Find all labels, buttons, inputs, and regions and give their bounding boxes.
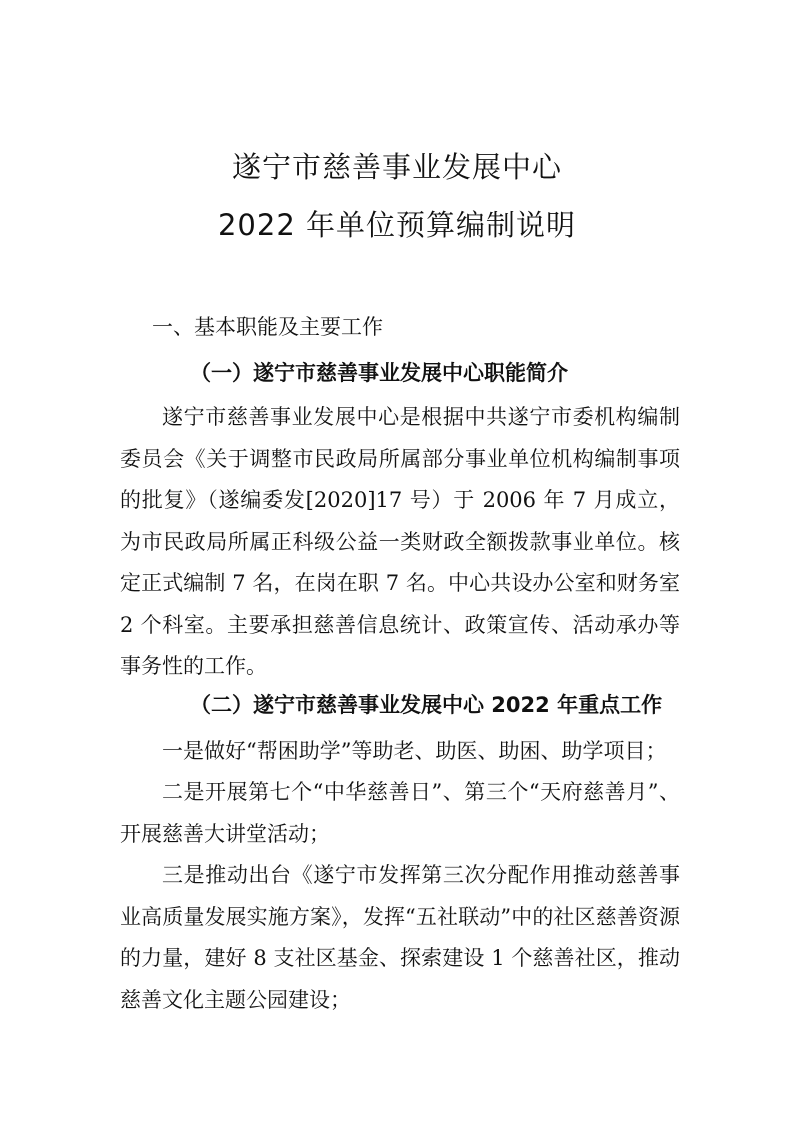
subsection1-paragraph: 遂宁市慈善事业发展中心是根据中共遂宁市委机构编制委员会《关于调整市民政局所属部分事业单位机构编制事项的批复》（遂编委发[2020]17 号）于 2006 年 7 月成立，为市民政局所属正科级公益一类财政全额拨款事业单位。核定正式编制 7 名，在岗在职 7 名。中心共设办公室和财务室 2 个科室。主要承担慈善信息统计、政策宣传、活动承办等事务性的工作。: [120, 405, 680, 678]
section1-heading: 一、基本职能及主要工作: [152, 315, 383, 339]
subsection1-heading: （一）遂宁市慈善事业发展中心职能简介: [190, 361, 568, 385]
work-item-2: 二是开展第七个“中华慈善日”、第三个“天府慈善月”、开展慈善大讲堂活动；: [120, 780, 680, 846]
subsection2-heading: （二）遂宁市慈善事业发展中心 2022 年重点工作: [190, 693, 663, 717]
document-title-line1: 遂宁市慈善事业发展中心: [231, 150, 562, 184]
work-item-3: 三是推动出台《遂宁市发挥第三次分配作用推动慈善事业高质量发展实施方案》，发挥“五社联动”中的社区慈善资源的力量，建好 8 支社区基金、探索建设 1 个慈善社区，推动慈善文化主题公园建设；: [120, 863, 680, 1012]
document-title-line2: 2022 年单位预算编制说明: [217, 208, 577, 242]
work-item-1: 一是做好“帮困助学”等助老、助医、助困、助学项目；: [162, 739, 667, 763]
